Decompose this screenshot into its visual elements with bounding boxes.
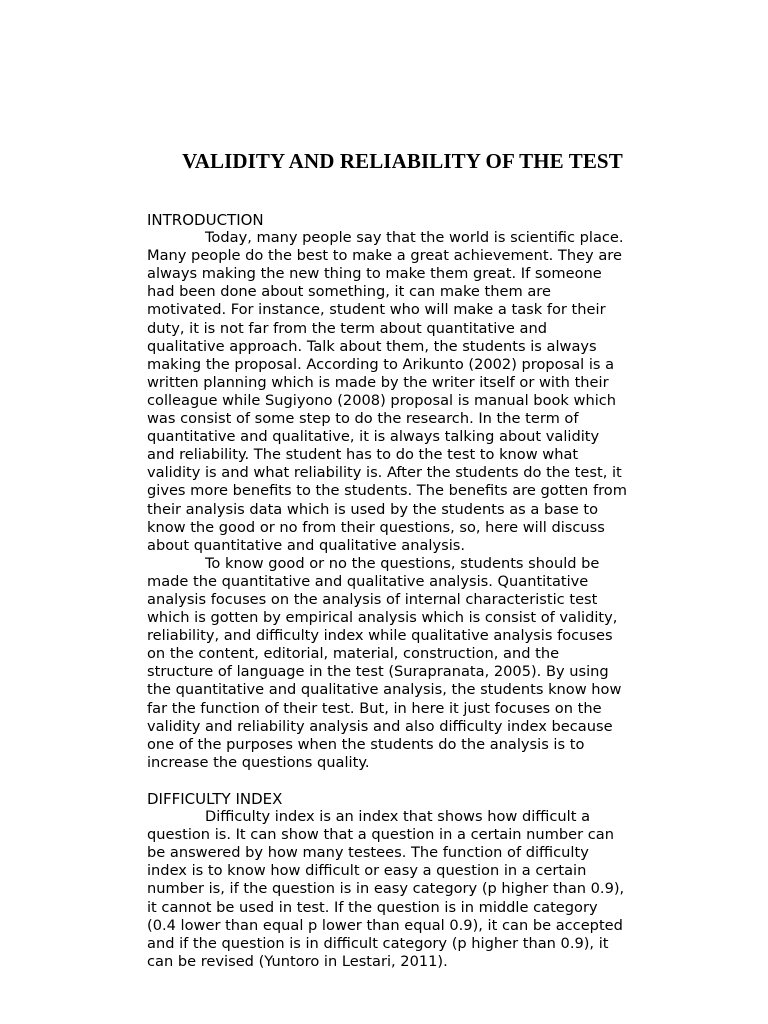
paragraph-line: always making the new thing to make them great. If someone: [147, 265, 602, 283]
document-title: VALIDITY AND RELIABILITY OF THE TEST: [182, 149, 623, 173]
paragraph-line: made the quantitative and qualitative analysis. Quantitative: [147, 572, 589, 590]
paragraph-line: motivated. For instance, student who will make a task for their: [147, 301, 606, 319]
paragraph: [147, 229, 663, 555]
paragraph-line: about quantitative and qualitative analysis.: [147, 536, 466, 554]
paragraph-line: had been done about something, it can make them are: [147, 283, 551, 301]
difficulty-index-paragraphs: [147, 808, 663, 971]
paragraph-line: analysis focuses on the analysis of internal characteristic test: [147, 590, 598, 608]
paragraph-line: was consist of some step to do the research. In the term of: [147, 410, 579, 428]
paragraph-line: on the content, editorial, material, construction, and the: [147, 645, 560, 663]
paragraph-line: question is. It can show that a question in a certain number can: [147, 826, 614, 844]
section-heading-difficulty-index: DIFFICULTY INDEX: [147, 790, 283, 808]
paragraph: [147, 808, 663, 971]
paragraph-line: qualitative approach. Talk about them, the students is always: [147, 337, 597, 355]
paragraph-line: increase the questions quality.: [147, 753, 370, 771]
paragraph-line: gives more benefits to the students. The benefits are gotten from: [147, 482, 627, 500]
paragraph-line: To know good or no the questions, students should be: [205, 554, 600, 572]
paragraph-line: Difficulty index is an index that shows how difficult a: [205, 808, 591, 826]
paragraph-line: far the function of their test. But, in here it just focuses on the: [147, 699, 602, 717]
paragraph-line: one of the purposes when the students do the analysis is to: [147, 735, 585, 753]
paragraph-line: validity is and what reliability is. After the students do the test, it: [147, 464, 622, 482]
paragraph-line: validity and reliability analysis and also difficulty index because: [147, 717, 613, 735]
paragraph-line: number is, if the question is in easy category (p higher than 0.9),: [147, 880, 625, 898]
paragraph-line: the quantitative and qualitative analysis, the students know how: [147, 681, 622, 699]
introduction-paragraphs: [147, 229, 663, 772]
paragraph: [147, 555, 663, 772]
paragraph-line: index is to know how difficult or easy a question in a certain: [147, 862, 587, 880]
paragraph-line: and reliability. The student has to do the test to know what: [147, 446, 579, 464]
paragraph-line: making the proposal. According to Arikunto (2002) proposal is a: [147, 355, 615, 373]
paragraph-line: reliability, and difficulty index while qualitative analysis focuses: [147, 627, 613, 645]
paragraph-line: colleague while Sugiyono (2008) proposal is manual book which: [147, 391, 617, 409]
paragraph-line: and if the question is in difficult category (p higher than 0.9), it: [147, 934, 609, 952]
paragraph-line: quantitative and qualitative, it is always talking about validity: [147, 428, 600, 446]
paragraph-line: duty, it is not far from the term about quantitative and: [147, 319, 547, 337]
paragraph-line: Today, many people say that the world is scientific place.: [205, 229, 624, 247]
paragraph-line: know the good or no from their questions, so, here will discuss: [147, 518, 605, 536]
paragraph-line: (0.4 lower than equal p lower than equal 0.9), it can be accepted: [147, 916, 623, 934]
section-introduction: [147, 211, 663, 772]
paragraph-line: can be revised (Yuntoro in Lestari, 2011).: [147, 952, 448, 970]
paragraph-line: their analysis data which is used by the students as a base to: [147, 500, 599, 518]
paragraph-line: written planning which is made by the writer itself or with their: [147, 373, 609, 391]
paragraph-line: it cannot be used in test. If the question is in middle category: [147, 898, 598, 916]
paragraph-line: structure of language in the test (Surapranata, 2005). By using: [147, 663, 609, 681]
section-heading-introduction: INTRODUCTION: [147, 211, 264, 229]
section-difficulty-index: [147, 790, 663, 971]
paragraph-line: Many people do the best to make a great achievement. They are: [147, 247, 622, 265]
paragraph-line: which is gotten by empirical analysis which is consist of validity,: [147, 609, 618, 627]
paragraph-line: be answered by how many testees. The function of difficulty: [147, 844, 589, 862]
